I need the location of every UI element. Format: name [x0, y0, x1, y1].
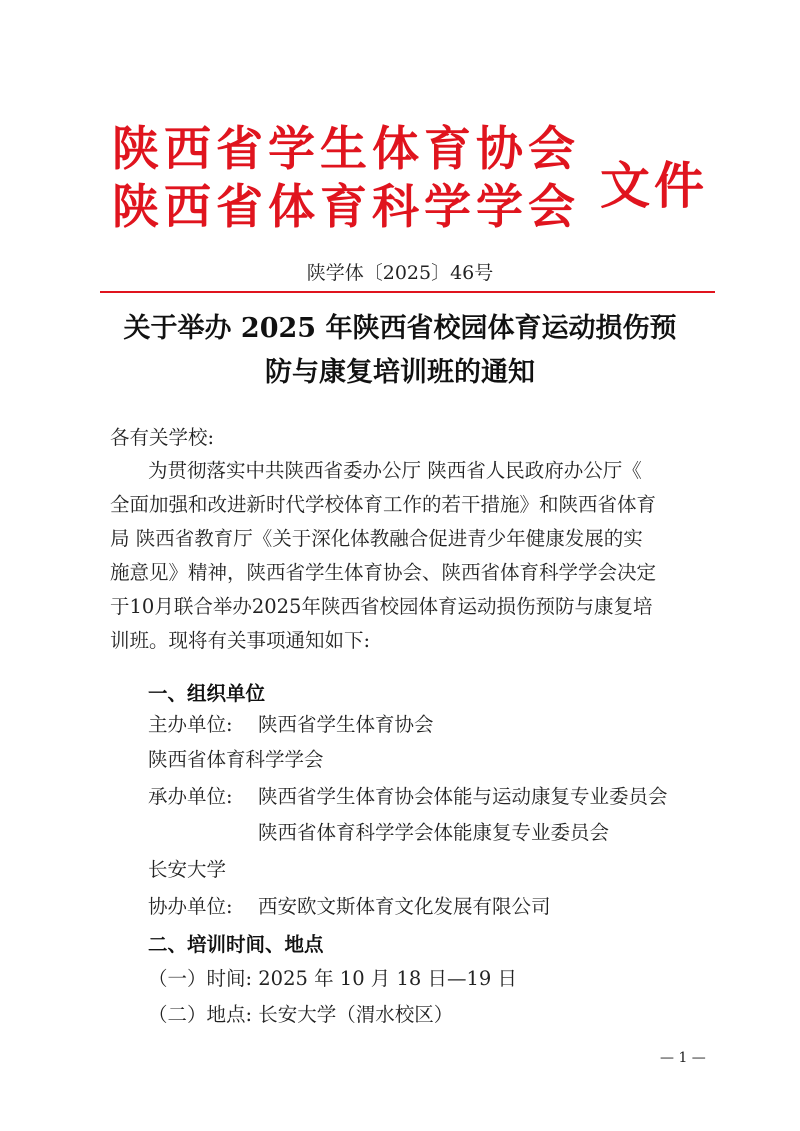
organizer-org: 长安大学 — [148, 858, 227, 881]
intro-line: 全面加强和改进新时代学校体育工作的若干措施》和陕西省体育 — [110, 493, 657, 516]
host-org: 陕西省体育科学学会 — [148, 748, 324, 771]
section-heading-organizers: 一、组织单位 — [148, 682, 266, 705]
page-number: — 1 — — [660, 1050, 706, 1066]
red-divider-line — [100, 291, 715, 293]
salutation: 各有关学校: — [110, 426, 215, 449]
host-org: 陕西省学生体育协会 — [258, 713, 434, 736]
intro-line: 施意见》精神，陕西省学生体育协会、陕西省体育科学学会决定 — [110, 561, 657, 584]
intro-line: 训班。现将有关事项通知如下: — [110, 629, 371, 652]
host-label: 主办单位: — [148, 713, 233, 736]
intro-line: 于10月联合举办2025年陕西省校园体育运动损伤预防与康复培 — [110, 595, 653, 618]
document-title-line-1: 关于举办 2025 年陕西省校园体育运动损伤预 — [123, 313, 677, 344]
co-organizer-org: 西安欧文斯体育文化发展有限公司 — [258, 895, 551, 918]
section-heading-time-place: 二、培训时间、地点 — [148, 933, 324, 956]
document-number: 陕学体〔2025〕46号 — [306, 262, 494, 284]
document-type-label: 文件 — [600, 157, 708, 215]
document-title-line-2: 防与康复培训班的通知 — [265, 357, 535, 388]
organizer-label: 承办单位: — [148, 785, 233, 808]
co-organizer-label: 协办单位: — [148, 895, 233, 918]
intro-line: 局 陕西省教育厅《关于深化体教融合促进青少年健康发展的实 — [110, 527, 643, 550]
issuer-name-2: 陕西省体育科学学会 — [112, 180, 580, 235]
training-time: （一）时间: 2025 年 10 月 18 日—19 日 — [148, 967, 518, 990]
issuer-name-1: 陕西省学生体育协会 — [112, 122, 580, 177]
organizer-org: 陕西省学生体育协会体能与运动康复专业委员会 — [258, 785, 668, 808]
intro-line: 为贯彻落实中共陕西省委办公厅 陕西省人民政府办公厅《 — [148, 459, 642, 482]
training-place: （二）地点: 长安大学（渭水校区） — [148, 1003, 454, 1026]
organizer-org: 陕西省体育科学学会体能康复专业委员会 — [258, 821, 610, 844]
